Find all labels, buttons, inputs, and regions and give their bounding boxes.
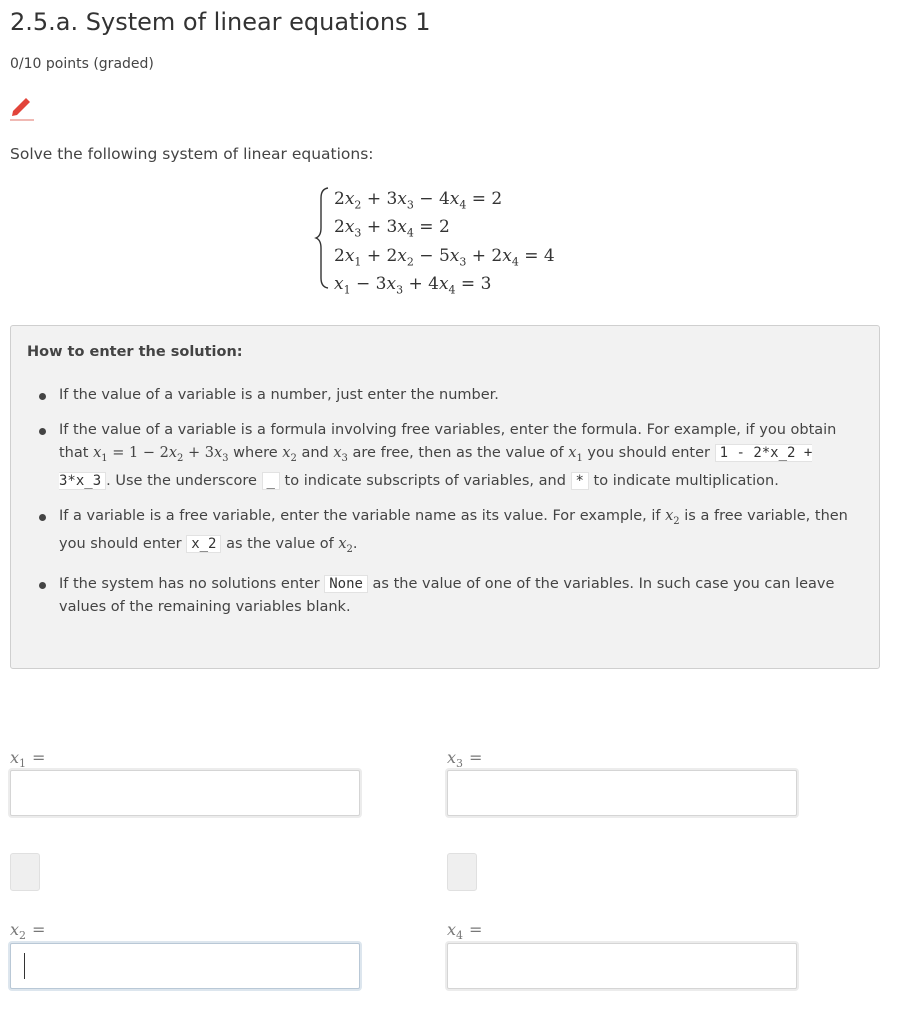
instruction-text: If the value of a variable is a number, just enter the number. [59, 387, 499, 403]
x2-input[interactable] [10, 943, 360, 989]
equation-3: $2x_1 + 2x_2 - 5x_3 + 2x_4 = 4$ [334, 245, 555, 269]
instructions-list [27, 384, 867, 631]
equation-4: $x_1 - 3x_3 + 4x_4 = 3$ [334, 274, 492, 297]
math-x2: $x_2$ [338, 535, 353, 555]
x2-label: $x_2$ = [10, 920, 46, 943]
bullet [39, 428, 46, 435]
left-brace [314, 186, 330, 290]
pencil-icon[interactable] [10, 94, 34, 122]
equation-2: $2x_3 + 3x_4 = 2$ [334, 217, 450, 240]
example-formula-code: 1 - 2*x_2 + 3*x_3 [59, 445, 813, 489]
equation-1: $2x_2 + 3x_3 - 4x_4 = 2$ [334, 189, 503, 212]
instruction-no-solution: If the system has no solutions enter None as the value of one of the variables. In such case you can leave values of the remaining variables blank. [27, 573, 867, 619]
instruction-number [27, 384, 867, 407]
math-x1: $x_1$ [568, 445, 583, 464]
x3-status-indicator [447, 853, 477, 891]
instructions-box [10, 325, 880, 669]
bullet [39, 514, 46, 521]
problem-intro: Solve the following system of linear equations: [10, 145, 374, 163]
x1-status-indicator [10, 853, 40, 891]
bullet [39, 393, 46, 400]
x3-label: $x_3$ = [447, 748, 483, 771]
text-caret [24, 953, 25, 979]
points-status: 0/10 points (graded) [10, 56, 154, 72]
instructions-heading: How to enter the solution: [27, 344, 243, 360]
math-x3: $x_3$ [333, 445, 348, 464]
x3-input[interactable] [447, 770, 797, 816]
instruction-formula: If the value of a variable is a formula involving free variables, enter the formula. For example, if you obtain that $x_1 = 1 - 2x_2 + 3x_3$ where $x_2$ and $x_3$ are free, then as the value of $x_1$ you should enter 1 - 2*x_2 + 3*x_3 . Use the underscore _ to indicate subscripts of variables, and * to indicate multiplication. [27, 419, 867, 493]
math-x1-formula: $x_1 = 1 - 2x_2 + 3x_3$ [93, 445, 229, 464]
x1-input[interactable] [10, 770, 360, 816]
x4-label: $x_4$ = [447, 920, 483, 943]
asterisk-code: * [571, 472, 589, 490]
underscore-code: _ [262, 472, 280, 490]
bullet [39, 582, 46, 589]
equation-system [314, 186, 555, 297]
x4-input[interactable] [447, 943, 797, 989]
x1-label: $x_1$ = [10, 748, 46, 771]
instruction-free-variable: If a variable is a free variable, enter the variable name as its value. For example, if $x_2$ is a free variable, then you should enter x_2 as the value of $x_2$. [27, 505, 867, 561]
math-x2: $x_2$ [282, 445, 297, 464]
none-code: None [324, 575, 368, 593]
page-title: 2.5.a. System of linear equations 1 [10, 8, 431, 36]
free-variable-code: x_2 [186, 535, 221, 553]
math-x2: $x_2$ [665, 507, 680, 527]
